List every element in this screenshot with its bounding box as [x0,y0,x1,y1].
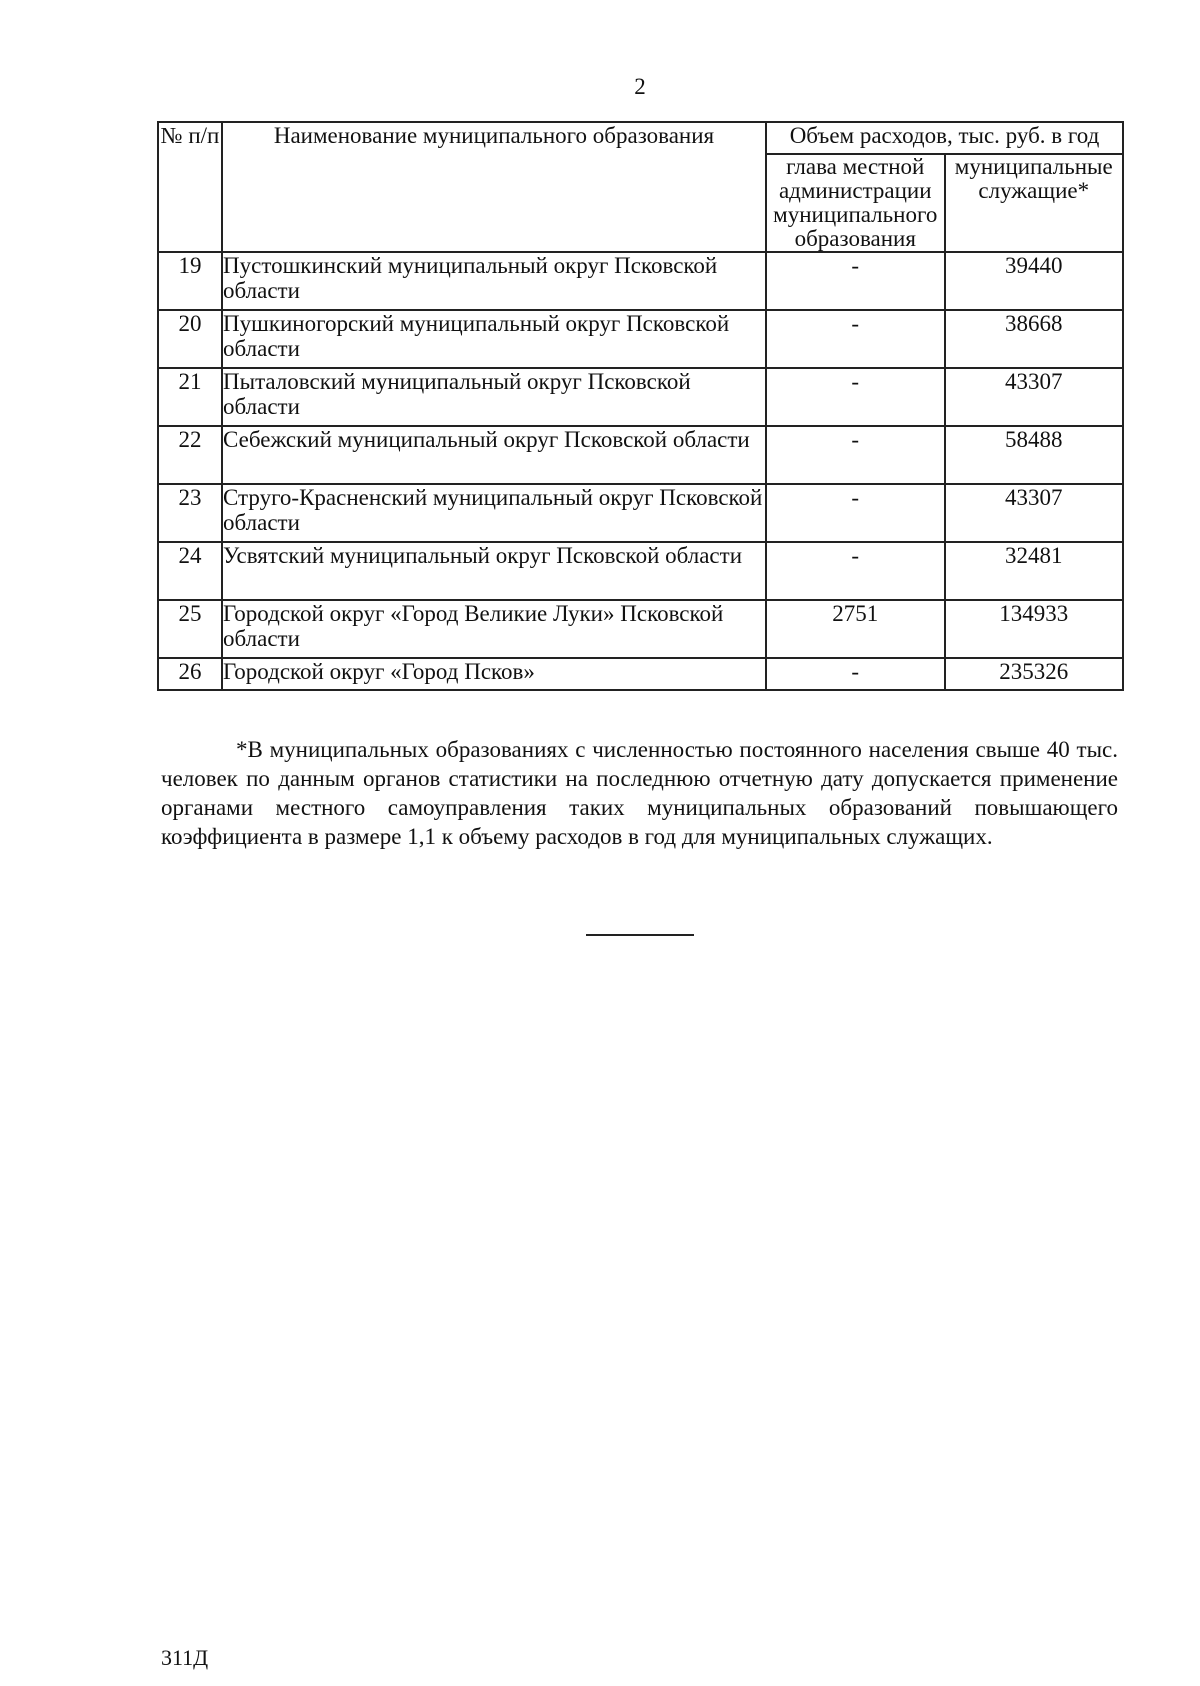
row-admin-head-expense: - [766,368,945,426]
header-municipality-name: Наименование муниципального образования [222,122,766,252]
expenses-table [157,121,1124,691]
row-employees-expense: 43307 [945,368,1124,426]
row-employees-expense: 39440 [945,252,1124,310]
table-row [158,426,1123,484]
row-number: 21 [158,368,222,426]
header-number: № п/п [158,122,222,252]
row-municipality-name: Себежский муниципальный округ Псковской области [222,426,766,484]
row-employees-expense: 58488 [945,426,1124,484]
row-municipality-name: Городской округ «Город Великие Луки» Псковской области [222,600,766,658]
row-number: 24 [158,542,222,600]
row-employees-expense: 32481 [945,542,1124,600]
row-number: 20 [158,310,222,368]
row-number: 26 [158,658,222,690]
header-expense-volume: Объем расходов, тыс. руб. в год [766,122,1123,154]
table-row [158,542,1123,600]
header-local-admin-head: глава местной администрации муниципального образования [766,154,945,252]
table-row [158,600,1123,658]
row-number: 19 [158,252,222,310]
row-admin-head-expense: - [766,484,945,542]
row-municipality-name: Пыталовский муниципальный округ Псковской области [222,368,766,426]
row-municipality-name: Усвятский муниципальный округ Псковской области [222,542,766,600]
page-number: 2 [634,74,646,99]
row-employees-expense: 235326 [945,658,1124,690]
row-municipality-name: Пушкиногорский муниципальный округ Псковской области [222,310,766,368]
row-admin-head-expense: - [766,310,945,368]
row-admin-head-expense: - [766,542,945,600]
row-municipality-name: Пустошкинский муниципальный округ Псковской области [222,252,766,310]
document-code: 311Д [161,1645,209,1670]
row-municipality-name: Городской округ «Город Псков» [222,658,766,690]
table-header-row [158,122,1123,154]
row-number: 22 [158,426,222,484]
row-number: 23 [158,484,222,542]
header-municipal-employees: муниципальные служащие* [945,154,1124,252]
row-admin-head-expense: - [766,658,945,690]
row-number: 25 [158,600,222,658]
table-row [158,484,1123,542]
table-row [158,252,1123,310]
row-municipality-name: Струго-Красненский муниципальный округ Псковской области [222,484,766,542]
row-employees-expense: 43307 [945,484,1124,542]
row-employees-expense: 134933 [945,600,1124,658]
row-admin-head-expense: - [766,426,945,484]
row-admin-head-expense: 2751 [766,600,945,658]
end-divider [586,934,694,936]
row-employees-expense: 38668 [945,310,1124,368]
row-admin-head-expense: - [766,252,945,310]
table-row [158,368,1123,426]
footnote: *В муниципальных образованиях с численностью постоянного населения свыше 40 тыс. человек по данным органов статистики на последнюю отчетную дату допускается применение органами местного самоуправления таких муниципальных образований повышающего коэффициента в размере 1,1 к объему расходов в год для муниципальных служащих. [161,737,1118,849]
table-row [158,658,1123,690]
table-row [158,310,1123,368]
